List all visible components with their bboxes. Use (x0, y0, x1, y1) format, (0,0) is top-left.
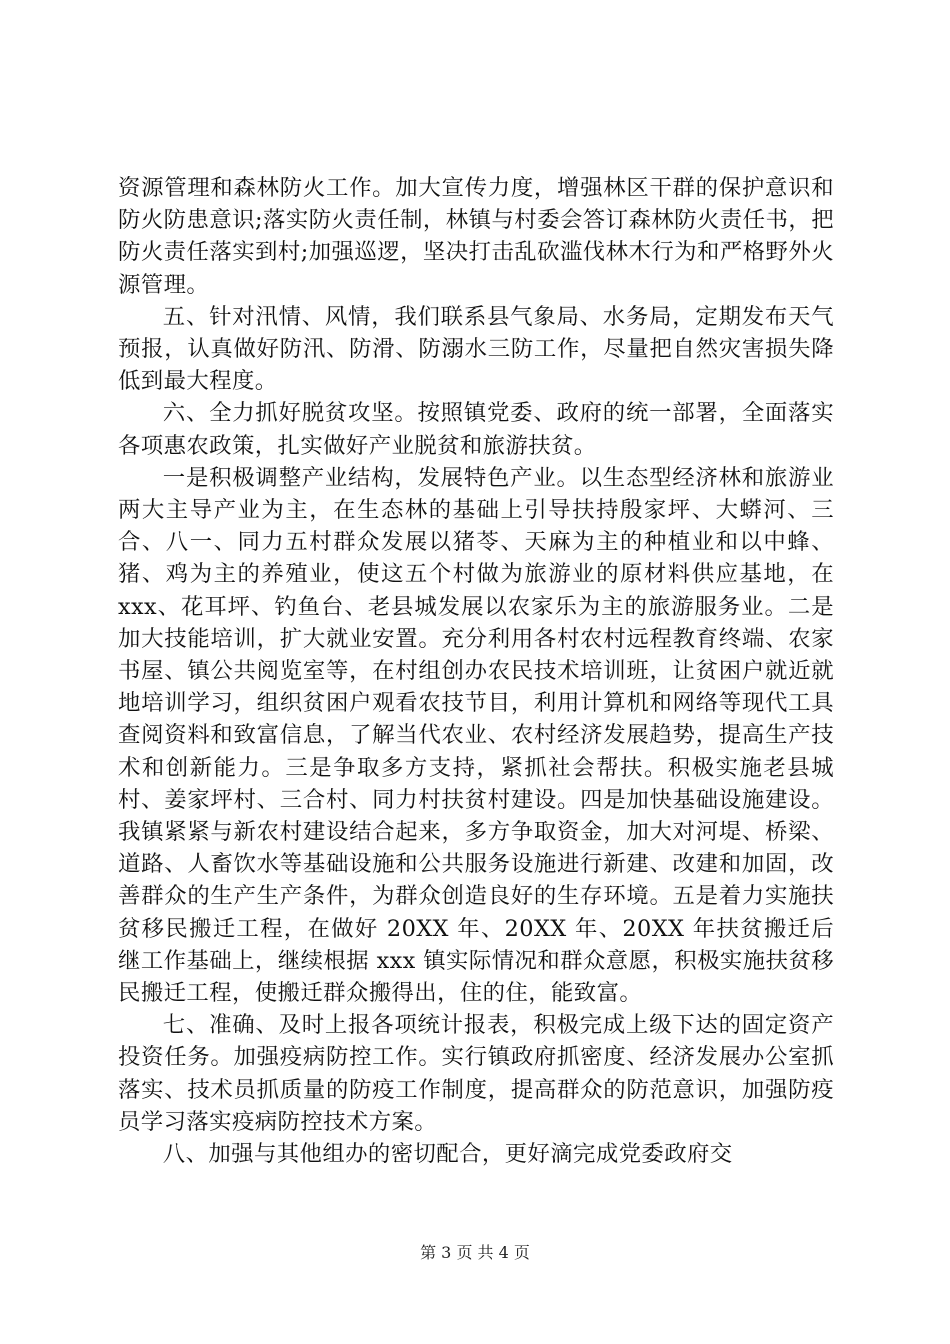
paragraph-flood-weather: 五、针对汛情、风情，我们联系县气象局、水务局，定期发布天气预报，认真做好防汛、防滑、防溺水三防工作，尽量把自然灾害损失降低到最大程度。 (118, 303, 834, 395)
paragraph-forest-fire: 资源管理和森林防火工作。加大宣传力度，增强林区干群的保护意识和防火防患意识;落实防火责任制，林镇与村委会答订森林防火责任书，把防火责任落实到村;加强巡逻，坚决打击乱砍滥伐林木行为和严格野外火源管理。 (118, 175, 834, 298)
document-body (118, 172, 834, 1170)
paragraph-poverty-alleviation: 六、全力抓好脱贫攻坚。按照镇党委、政府的统一部署，全面落实各项惠农政策，扎实做好产业脱贫和旅游扶贫。 (118, 400, 834, 459)
paragraph-industry-measures: 一是积极调整产业结构，发展特色产业。以生态型经济林和旅游业两大主导产业为主，在生态林的基础上引导扶持殷家坪、大蟒河、三合、八一、同力五村群众发展以猪苓、天麻为主的种植业和以中蜂、猪、鸡为主的养殖业，使这五个村做为旅游业的原材料供应基地，在 xxx、花耳坪、钓鱼台、老县城发展以农家乐为主的旅游服务业。二是加大技能培训，扩大就业安置。充分利用各村农村远程教育终端、农家书屋、镇公共阅览室等，在村组创办农民技术培训班，让贫困户就近就地培训学习，组织贫困户观看农技节目，利用计算机和网络等现代工具查阅资料和致富信息，了解当代农业、农村经济发展趋势，提高生产技术和创新能力。三是争取多方支持，紧抓社会帮扶。积极实施老县城村、姜家坪村、三合村、同力村扶贫村建设。四是加快基础设施建设。我镇紧紧与新农村建设结合起来，多方争取资金，加大对河堤、桥梁、道路、人畜饮水等基础设施和公共服务设施进行新建、改建和加固，改善群众的生产生产条件，为群众创造良好的生存环境。五是着力实施扶贫移民搬迁工程，在做好 20XX 年、20XX 年、20XX 年扶贫搬迁后继工作基础上，继续根据 xxx 镇实际情况和群众意愿，积极实施扶贫移民搬迁工程，使搬迁群众搬得出，住的住，能致富。 (118, 464, 834, 1007)
paragraph-cooperation: 八、加强与其他组办的密切配合，更好滴完成党委政府交 (162, 1141, 733, 1168)
paragraph-statistics-epidemic: 七、准确、及时上报各项统计报表，积极完成上级下达的固定资产投资任务。加强疫病防控工作。实行镇政府抓密度、经济发展办公室抓落实、技术员抓质量的防疫工作制度，提高群众的防范意识，加强防疫员学习落实疫病防控技术方案。 (118, 1012, 834, 1135)
page-number-footer: 第 3 页 共 4 页 (420, 1243, 530, 1262)
